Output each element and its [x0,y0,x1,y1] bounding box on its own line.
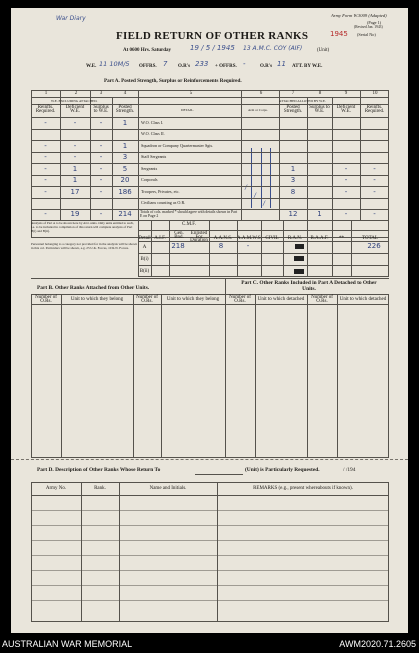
part-c-head: Unit to which detached [339,297,387,302]
part-b-head: Number of O.Rs. [35,295,57,304]
row-value-c7: 1 [290,164,296,173]
analysis-head: A.A.N.S. [213,236,233,241]
row-detail: W.O. Class I. [141,119,164,125]
tear-line [11,459,408,460]
row-value-c1: - [44,153,47,161]
analysis-head: CIVIL [265,236,279,241]
row-rule [31,186,389,187]
serial-value: 1945 [330,30,348,38]
col-number: 6 [259,91,263,96]
we-excluding-attached: W.E. EXCLUDING ATTACHED. [51,99,98,103]
ors2-label: O.R's [260,64,273,69]
row-rule [31,140,389,141]
row-value-c2: 1 [72,164,78,173]
col-number: 10 [372,91,378,96]
redaction-block [294,269,304,274]
row-rule [31,152,389,153]
row-value-c2: - [73,118,77,127]
part-b-title: Part B. Other Ranks Attached from Other Units. [37,285,150,291]
plus-offrs-label: + OFFRS. [215,64,237,69]
right-head: Reinfts. Required. [364,105,385,114]
part-b-head: Unit to which they belong [166,297,220,302]
row-value-c3: - [99,176,103,184]
part-c-head: Unit to which detached [257,297,305,302]
cmf-sub: Gen. Bnd. [174,231,184,240]
row-detail: Civilians counting as O.R. [141,200,186,205]
row-value-c4: 3 [122,153,128,161]
row-detail: Sergeants [141,165,158,171]
right-head: Deficient W.E. [336,105,356,114]
total-c9: - [344,210,348,218]
left-head: Posted Strength. [115,105,135,114]
part-d-date: / /194 [343,467,356,473]
total-c8: 1 [317,210,322,218]
row-detail: Corporals [141,177,158,182]
part-b-head: Unit to which they belong [70,297,124,302]
row-value-c2: 17 [70,187,80,196]
col-number: 9 [344,91,348,96]
analysis-total-a: 226 [367,242,381,250]
analysis-row-label: A [142,245,147,250]
detail-label: DETAIL. [181,108,194,112]
part-a-title: Part A. Posted Strength, Surplus or Reinforcements Required. [104,78,242,84]
ors-value: 233 [195,60,209,68]
we-label: W.E. [86,64,97,69]
row-value-c1: - [44,164,47,173]
total-c4: 214 [118,210,132,218]
row-value-c10: - [373,187,376,196]
cmf-sub: Enlisted For Duration [190,231,208,244]
row-value-c10: - [373,176,376,184]
row-value-c4: 20 [120,176,130,184]
total-c3: - [99,210,103,218]
row-value-c2: 1 [72,176,78,184]
redaction-block [294,256,304,261]
row-value-c1: - [44,118,47,127]
redaction-block [295,244,304,249]
attached-allotted: ATTACHED ALLOTED BY W.E. [279,99,326,103]
col-number: 8 [318,91,322,96]
row-detail: W.O. Class II. [141,131,165,136]
part-c-title: Part C. Other Ranks Included in Part A Detached to Other Units. [241,280,377,292]
at-hours-label: At 0600 Hrs. Saturday [123,48,172,53]
left-head: Surplus to W.E. [93,105,109,114]
return-date: 19 / 5 / 1945 [190,44,235,52]
arm-corps-mark: / [254,192,257,199]
part-d-table [31,482,389,622]
form-number: Army Form W.3009 (Adapted) [331,13,387,18]
left-head: Reinfts. Required. [35,105,56,114]
row-value-c2: - [73,153,77,161]
row-value-c3: - [99,141,103,150]
row-value-c1: - [44,176,47,184]
row-value-c3: - [99,164,103,173]
part-d-title: Part D. Description of Other Ranks Whose Return To [37,467,161,473]
ors-label: O.R's [178,64,191,69]
analysis-head: C.M.F. [182,222,196,227]
part-d-head: REMARKS (e.g., present whereabouts if known). [253,486,353,491]
part-d-head: Army No. [45,486,67,491]
page-title: FIELD RETURN OF OTHER RANKS [116,30,309,42]
col-number: 2 [74,91,78,96]
row-rule [31,129,389,130]
analysis-cmf2-a: - [246,242,250,250]
part-c-head: Number of O.Rs. [311,295,333,304]
analysis-head: A.A.M.W.S. [237,236,262,241]
arm-corps-label: Arm or Corps. [248,108,268,112]
analysis-row-label: B(ii) [139,269,150,274]
row-value-c4: 1 [122,141,128,150]
row-detail: Troopers, Privates, etc. [141,188,180,194]
row-value-c10: - [373,164,376,173]
arm-corps-mark: / [245,184,248,191]
unit-name: 13 A.M.C. COY (AIF) [243,45,303,52]
row-value-c2: - [73,141,77,150]
row-rule [31,163,389,164]
row-value-c4: 1 [122,118,128,127]
page-number: (Page 1) [367,20,382,25]
row-value-c7: 3 [290,176,296,184]
serial-label: (Serial No) [357,32,376,37]
total-c1: - [44,210,47,218]
unit-label: (Unit) [317,48,330,53]
analysis-head: R.A.N. [287,236,303,241]
col-number: 7 [291,91,295,96]
analysis-aif-a: 218 [171,242,185,250]
left-head: Deficient W.E. [65,105,85,114]
analysis-head: ** [339,236,344,241]
revised-note: (Revised Jan. 1943) [354,25,383,29]
part-d-title-tail: (Unit) is Particularly Requested. [245,467,320,473]
total-c7: 12 [288,210,298,218]
row-value-c9: - [344,187,348,196]
row-detail: Staff Sergeants [141,154,167,159]
war-diary-note: War Diary [56,15,86,22]
row-value-c3: - [99,118,103,127]
analysis-footnote: Personnel belonging to a category not provided for in the analysis will be shown in this col. Particulars will be shown, e.g. 25 U.K. Forces, 10 R.N. Forces. [31,242,138,250]
offrs-label: OFFRS. [139,64,157,69]
row-value-c9: - [344,164,348,173]
offrs2-value: - [243,60,246,68]
att-by-we-label: ATT. BY W.E. [292,64,323,69]
analysis-head: TOTAL [362,236,378,241]
total-c10: - [373,210,376,218]
footer-left: AUSTRALIAN WAR MEMORIAL [2,639,133,649]
col-number: 4 [123,91,127,96]
ors2-value: 11 [277,60,286,68]
analysis-head: Detail [138,236,151,241]
col-number: 5 [189,91,193,96]
right-head: Posted Strength. [283,105,303,114]
part-c-head: Number of O.Rs. [229,295,251,304]
form-sheet [11,8,408,633]
analysis-row-label: B(i) [140,257,149,262]
offrs-value: 7 [163,60,168,68]
row-value-c3: - [99,153,103,161]
row-value-c7: 8 [290,187,296,196]
row-value-c1: - [44,141,47,150]
col-number: 1 [44,91,48,96]
part-d-head: Name and Initials. [149,486,187,491]
archive-footer [0,635,419,653]
part-d-head: Rank. [94,486,106,491]
analysis-cmf-a: 8 [218,242,224,250]
col-number: 3 [99,91,103,96]
row-value-c9: - [344,176,348,184]
row-detail: Squadron or Company Quartermaster Sgts. [141,142,214,148]
row-value-c4: 5 [122,164,128,173]
row-value-c3: - [99,187,103,196]
right-head: Surplus to W.E. [309,105,330,114]
arm-corps-mark: / [263,200,266,207]
analysis-head: R.A.A.F. [310,236,329,241]
part-bc-table [31,294,389,458]
footer-right: AWM2020.71.2605 [339,639,416,649]
row-value-c1: - [44,187,47,196]
total-c2: 19 [70,210,80,218]
we-value: 11 10M/5 [99,60,130,68]
row-value-c4: 186 [118,187,132,196]
part-b-head: Number of O.Rs. [136,295,158,304]
analysis-head: A.I.F. [154,236,166,241]
row-rule [31,175,389,176]
totals-detail: Totals of cols. marked * should agree with details shown in Part E on Page 2 [140,210,238,218]
row-rule [31,198,389,199]
analysis-note: Analysis of Part A to be shown here by ALL units. Only units entitled to such, i.e. to be included in compilation of this return will complete analysis of Part B(i) and B(ii). [31,221,134,233]
